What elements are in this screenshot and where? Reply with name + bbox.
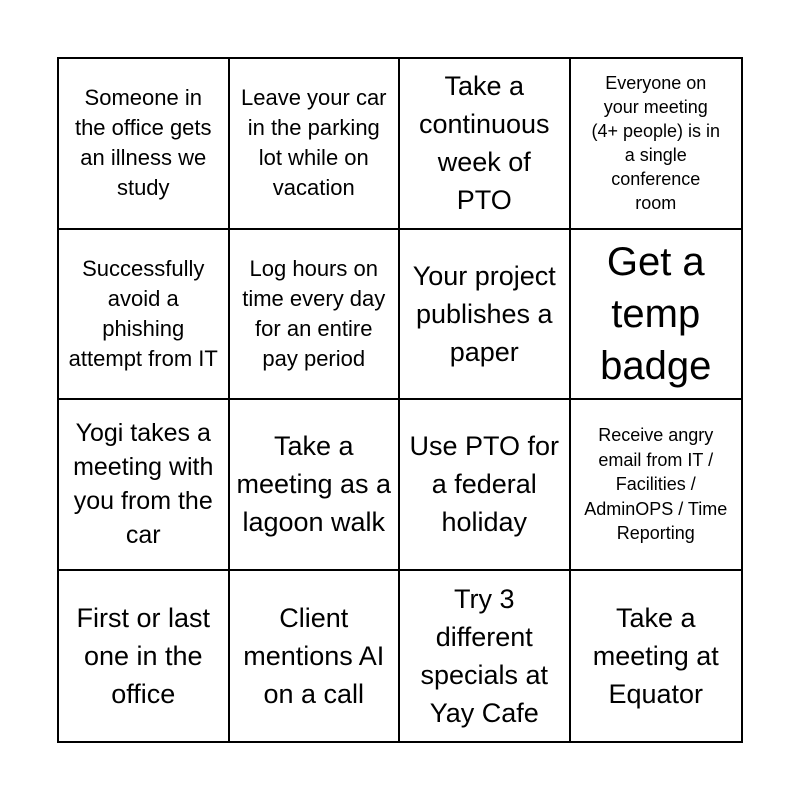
bingo-cell-text: Try 3 different specials at Yay Cafe [420,583,549,728]
bingo-cell-text: Take a continuous week of PTO [418,71,550,216]
bingo-cell-text: Leave your car in the parking lot while on vacation [240,85,387,201]
bingo-cell-r2c2[interactable] [230,230,401,401]
bingo-cell-r2c4[interactable] [571,230,742,401]
bingo-cell-text: Log hours on time every day for an entire pay period [242,255,386,371]
bingo-cell-r4c4[interactable] [571,571,742,742]
bingo-cell-text: Everyone on your meeting (4+ people) is in a single conference room [591,73,721,214]
bingo-cell-text: Use PTO for a federal holiday [409,431,560,538]
bingo-board [57,57,743,743]
bingo-cell-r3c4[interactable] [571,400,742,571]
bingo-cell-r4c3[interactable] [400,571,571,742]
bingo-cell-text: Your project publishes a paper [412,260,556,367]
bingo-cell-text: First or last one in the office [76,602,210,709]
bingo-cell-r1c3[interactable] [400,59,571,230]
bingo-cell-text: Receive angry email from IT / Facilities / AdminOPS / Time Reporting [584,425,728,543]
bingo-cell-r1c2[interactable] [230,59,401,230]
bingo-cell-r4c1[interactable] [59,571,230,742]
bingo-cell-text: Yogi takes a meeting with you from the car [73,419,214,550]
bingo-cell-r2c3[interactable] [400,230,571,401]
bingo-cell-r3c1[interactable] [59,400,230,571]
bingo-cell-text: Get a temp badge [600,239,712,388]
bingo-cell-text: Take a meeting at Equator [592,602,719,709]
bingo-cell-r2c1[interactable] [59,230,230,401]
bingo-cell-text: Take a meeting as a lagoon walk [236,431,392,538]
bingo-cell-r1c1[interactable] [59,59,230,230]
bingo-cell-r4c2[interactable] [230,571,401,742]
bingo-cell-text: Successfully avoid a phishing attempt from IT [68,255,218,371]
bingo-cell-r1c4[interactable] [571,59,742,230]
bingo-cell-r3c2[interactable] [230,400,401,571]
bingo-cell-r3c3[interactable] [400,400,571,571]
bingo-cell-text: Client mentions AI on a call [243,602,385,709]
bingo-cell-text: Someone in the office gets an illness we study [74,85,212,201]
